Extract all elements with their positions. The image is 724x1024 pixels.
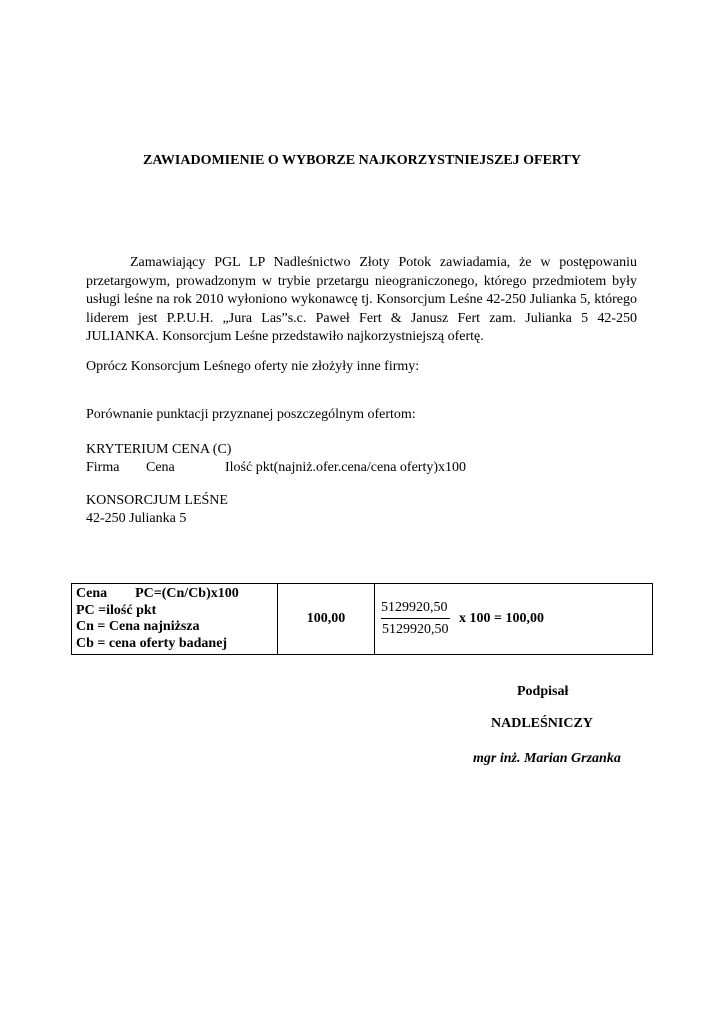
document-title: ZAWIADOMIENIE O WYBORZE NAJKORZYSTNIEJSZEJ OFERTY bbox=[143, 153, 581, 168]
signed-label: Podpisał bbox=[517, 684, 569, 699]
comparison-intro-text: Porównanie punktacji przyznanej poszczególnym ofertom: bbox=[86, 407, 416, 422]
signatory-role: NADLEŚNICZY bbox=[491, 716, 593, 731]
no-other-offers-text: Oprócz Konsorcjum Leśnego oferty nie złożyły inne firmy: bbox=[86, 359, 420, 374]
legend-line: Cena PC=(Cn/Cb)x100 bbox=[76, 586, 239, 601]
criterion-heading: KRYTERIUM CENA (C) bbox=[86, 442, 232, 457]
table-row bbox=[72, 584, 653, 655]
fraction-denominator: 5129920,50 bbox=[382, 622, 449, 637]
signatory-name: mgr inż. Marian Grzanka bbox=[473, 751, 621, 766]
price-fraction bbox=[381, 600, 450, 638]
column-ilosc: Ilość pkt(najniż.ofer.cena/cena oferty)x100 bbox=[225, 460, 467, 475]
columns-header-row bbox=[86, 459, 466, 477]
calculation-cell bbox=[375, 584, 653, 655]
column-cena: Cena bbox=[146, 460, 175, 475]
fraction-numerator: 5129920,50 bbox=[381, 600, 450, 619]
bidder-address: 42-250 Julianka 5 bbox=[86, 511, 187, 526]
intro-paragraph: Zamawiający PGL LP Nadleśnictwo Złoty Potok zawiadamia, że w postępowaniu przetargowym, prowadzonym w trybie przetargu nieograniczonego, którego przedmiotem były usługi leśne na rok 2010 wyłoniono wykonawcę tj. Konsorcjum Leśne 42-250 Julianka 5, którego liderem jest P.P.U.H. „Jura Las”s.c. Paweł Fert & Janusz Fert zam. Julianka 5 42-250 JULIANKA. Konsorcjum Leśne przedstawiło najkorzystniejszą ofertę. bbox=[86, 255, 637, 344]
points-cell: 100,00 bbox=[278, 584, 375, 655]
legend-line: Cb = cena oferty badanej bbox=[76, 635, 228, 651]
column-firma: Firma bbox=[86, 460, 120, 475]
legend-line: PC =ilość pkt bbox=[76, 602, 157, 618]
formula-legend-cell bbox=[72, 584, 278, 655]
bidder-name: KONSORCJUM LEŚNE bbox=[86, 493, 228, 508]
legend-line: Cn = Cena najniższa bbox=[76, 619, 200, 634]
calculation-result: x 100 = 100,00 bbox=[459, 611, 544, 626]
score-table bbox=[71, 583, 653, 655]
